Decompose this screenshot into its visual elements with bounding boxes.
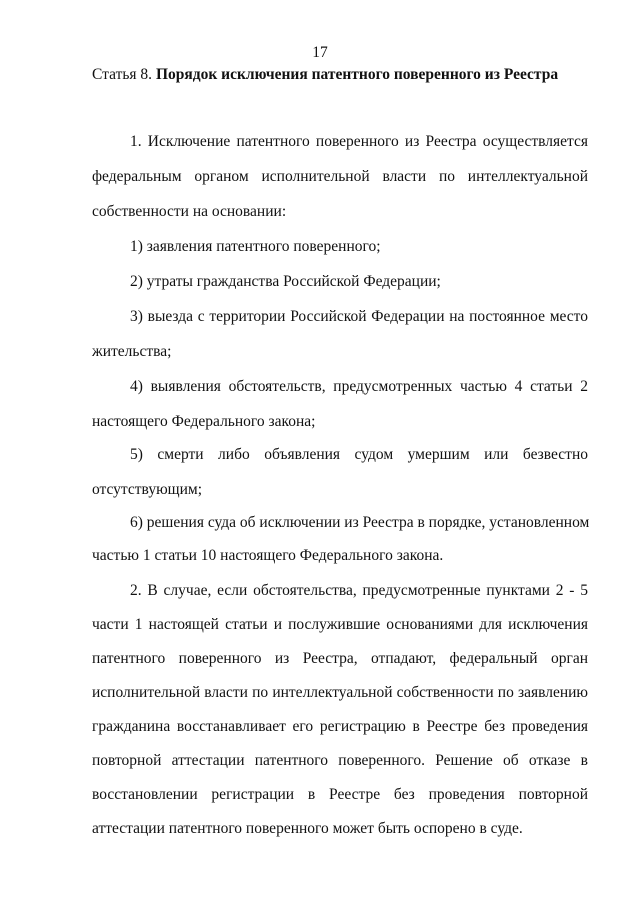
list-item-continuation: настоящего Федерального закона; [92, 413, 316, 430]
paragraph-line: 1. Исключение патентного поверенного из Реестра осуществляется [130, 133, 588, 150]
list-item-continuation: жительства; [92, 343, 172, 360]
article-heading [92, 66, 592, 84]
list-item: 2) утраты гражданства Российской Федерации; [130, 273, 441, 290]
paragraph-line: исполнительной власти по интеллектуальной собственности по заявлению [92, 684, 588, 701]
article-label: Статья 8. [92, 66, 153, 83]
paragraph-line: части 1 настоящей статьи и послужившие основаниями для исключения [92, 616, 588, 633]
article-title: Порядок исключения патентного поверенного из Реестра [155, 66, 559, 83]
paragraph-line: гражданина восстанавливает его регистрацию в Реестре без проведения [92, 718, 588, 735]
paragraph-line: восстановлении регистрации в Реестре без проведения повторной [92, 786, 588, 803]
paragraph-line: патентного поверенного из Реестра, отпадают, федеральный орган [92, 650, 588, 667]
paragraph-line: федеральным органом исполнительной власти по интеллектуальной [92, 168, 588, 185]
list-item: 4) выявления обстоятельств, предусмотренных частью 4 статьи 2 [130, 378, 588, 395]
paragraph-line: 2. В случае, если обстоятельства, предусмотренные пунктами 2 - 5 [130, 582, 588, 599]
paragraph-line: аттестации патентного поверенного может быть оспорено в суде. [92, 820, 523, 837]
list-item-continuation: отсутствующим; [92, 481, 203, 498]
list-item-continuation: частью 1 статьи 10 настоящего Федерального закона. [92, 547, 444, 564]
list-item: 1) заявления патентного поверенного; [130, 238, 381, 255]
paragraph-line: повторной аттестации патентного поверенного. Решение об отказе в [92, 752, 588, 769]
page-number: 17 [312, 44, 328, 61]
list-item: 3) выезда с территории Российской Федерации на постоянное место [130, 308, 588, 325]
list-item: 6) решения суда об исключении из Реестра в порядке, установленном [130, 514, 590, 531]
list-item: 5) смерти либо объявления судом умершим или безвестно [130, 446, 588, 463]
paragraph-line: собственности на основании: [92, 203, 287, 220]
